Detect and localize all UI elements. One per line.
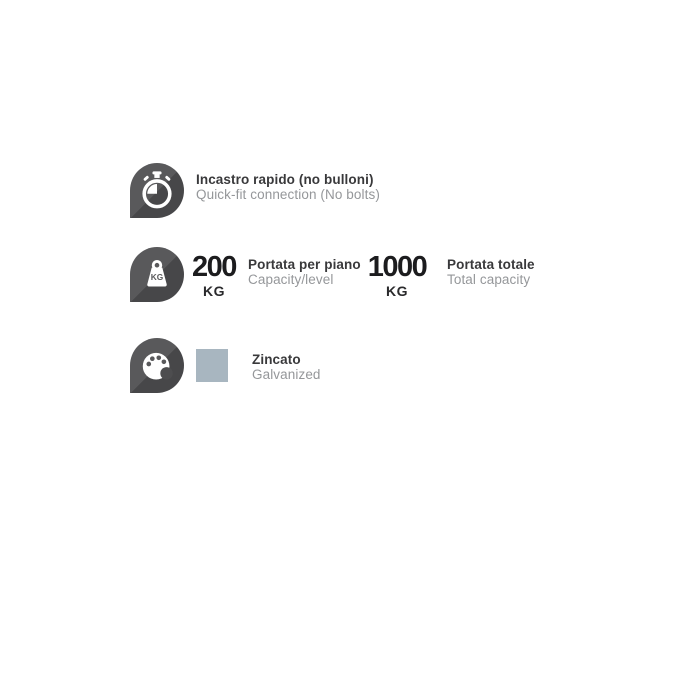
finish-title-it: Zincato [252, 352, 301, 367]
palette-icon-glyph [137, 346, 177, 386]
capacity-total-title-it: Portata totale [447, 257, 535, 272]
capacity-total-stat [364, 251, 430, 299]
stopwatch-icon [130, 163, 184, 218]
feature-subtitle-en: Quick-fit connection (No bolts) [196, 187, 380, 202]
capacity-per-level-value: 200 [192, 251, 236, 283]
capacity-per-level-subtitle-en: Capacity/level [248, 272, 334, 287]
weight-icon-kg-label: KG [150, 271, 164, 282]
feature-title-it: Incastro rapido (no bulloni) [196, 172, 374, 187]
capacity-per-level-title-it: Portata per piano [248, 257, 361, 272]
galvanized-color-swatch [196, 349, 228, 382]
capacity-per-level-text [248, 257, 361, 287]
stopwatch-icon-glyph [137, 170, 177, 212]
capacity-total-unit: KG [386, 283, 408, 299]
weight-icon-glyph [137, 255, 177, 295]
capacity-total-text [447, 257, 535, 287]
quick-fit-text [196, 163, 380, 218]
feature-row-finish [130, 338, 430, 398]
feature-row-quick-fit [130, 163, 380, 218]
capacity-total-subtitle-en: Total capacity [447, 272, 531, 287]
capacity-per-level-unit: KG [203, 283, 225, 299]
palette-icon [130, 338, 184, 393]
capacity-total-value: 1000 [367, 251, 427, 283]
capacity-per-level-stat [188, 251, 240, 299]
finish-subtitle-en: Galvanized [252, 367, 321, 382]
weight-icon [130, 247, 184, 302]
finish-text [252, 352, 321, 382]
feature-row-capacity [130, 247, 560, 309]
